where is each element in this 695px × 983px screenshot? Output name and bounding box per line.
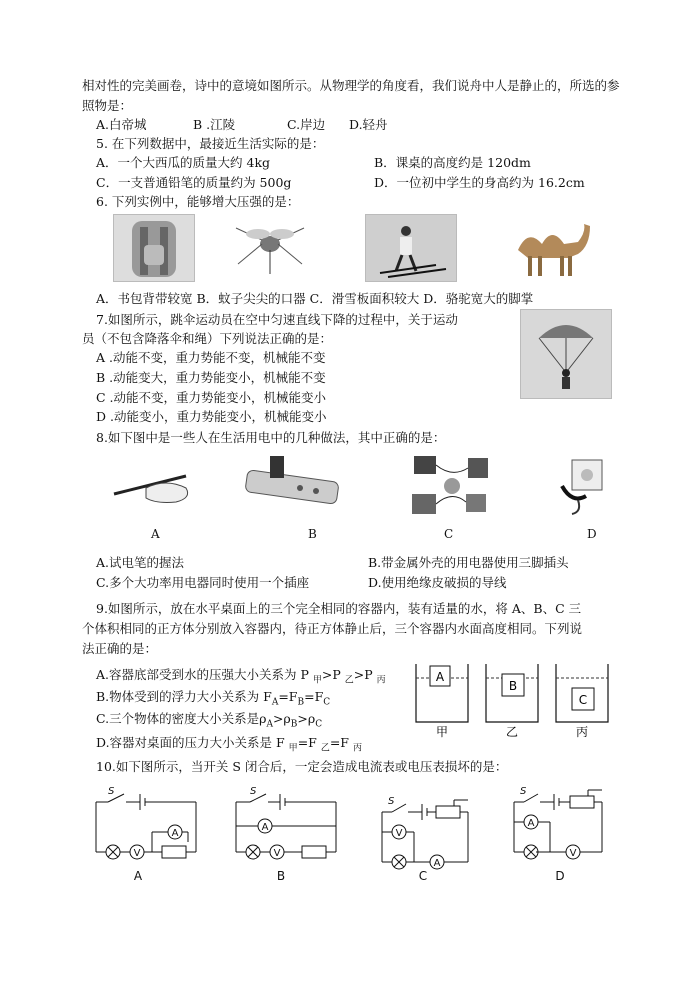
q8-option-c: C.多个大功率用电器同时使用一个插座 xyxy=(96,575,310,590)
container-bing-label: 丙 xyxy=(575,725,589,739)
q7-option-b: B .动能变大，重力势能变小，机械能不变 xyxy=(96,370,326,385)
circuit-d-voltmeter: V xyxy=(569,848,577,859)
q10-stem: 10.如下图所示，当开关 S 闭合后，一定会造成电流表或电压表损坏的是： xyxy=(96,759,508,774)
q9-line-3: 法正确的是： xyxy=(82,641,158,656)
intro-option-b: B .江陵 xyxy=(193,117,236,132)
q9-option-d: D.容器对桌面的压力大小关系是 F $_甲$=F $_乙$=F $_丙$ xyxy=(96,735,362,754)
q10-label-b: B xyxy=(276,869,286,882)
block-c-label: C xyxy=(578,693,588,707)
circuit-d-ammeter: A xyxy=(527,818,535,829)
circuit-a xyxy=(96,794,196,859)
intro-option-c: C.岸边 xyxy=(287,117,326,132)
q9-line-1: 9.如图所示，放在水平桌面上的三个完全相同的容器内，装有适量的水，将 A、B、C 三 xyxy=(96,601,582,616)
mosquito-image xyxy=(228,214,312,280)
intro-line-1: 相对性的完美画卷，诗中的意境如图所示。从物理学的角度看，我们说舟中人是静止的，所选的参 xyxy=(82,78,620,93)
q10-label-a: A xyxy=(133,869,143,882)
circuit-b-switch-label: S xyxy=(250,786,257,797)
q7-option-d: D .动能变小，重力势能变小，机械能变小 xyxy=(96,409,327,424)
skier-image xyxy=(365,214,457,282)
intro-line-2: 照物是： xyxy=(82,98,133,113)
q7-line-1: 7.如图所示，跳伞运动员在空中匀速直线下降的过程中，关于运动 xyxy=(96,312,458,327)
q6-options: A．书包背带较宽 B．蚊子尖尖的口器 C．滑雪板面积较大 D．骆驼宽大的脚掌 xyxy=(96,291,534,306)
multiple-appliances-image xyxy=(404,450,500,520)
q7-option-c: C .动能不变，重力势能变小，机械能变小 xyxy=(96,390,327,405)
q8-stem: 8.如下图中是一些人在生活用电中的几种做法，其中正确的是： xyxy=(96,430,446,445)
test-pencil-image xyxy=(106,458,202,512)
q5-stem: 5. 在下列数据中，最接近生活实际的是： xyxy=(96,136,325,151)
circuit-b-ammeter: A xyxy=(261,822,269,833)
q10-label-d: D xyxy=(555,869,565,882)
q8-option-d: D.使用绝缘皮破损的导线 xyxy=(368,575,507,590)
container-jia-label: 甲 xyxy=(435,725,449,739)
q8-option-a: A.试电笔的握法 xyxy=(96,555,185,570)
q5-option-a: A．一个大西瓜的质量大约 4kg xyxy=(96,155,271,170)
block-b-label: B xyxy=(508,679,518,693)
q8-option-b: B.带金属外壳的用电器使用三脚插头 xyxy=(368,555,569,570)
q8-label-a: A xyxy=(151,527,160,541)
circuit-c-ammeter: A xyxy=(433,858,441,869)
q10-circuits-diagram xyxy=(88,782,648,882)
q5-option-b: B．课桌的高度约是 120dm xyxy=(374,155,531,170)
backpack-image xyxy=(113,214,195,282)
q7-line-2: 员（不包含降落伞和绳）下列说法正确的是： xyxy=(82,331,333,346)
q9-option-b: B.物体受到的浮力大小关系为 $F_A=F_B=F_C$ xyxy=(96,689,331,708)
circuit-a-switch-label: S xyxy=(108,786,115,797)
circuit-b-voltmeter: V xyxy=(273,848,281,859)
block-a-label: A xyxy=(435,670,445,684)
power-strip-image xyxy=(240,452,350,514)
circuit-c-voltmeter: V xyxy=(395,828,403,839)
q9-option-a: A.容器底部受到水的压强大小关系为 P $_甲$>P $_乙$>P $_丙$ xyxy=(96,667,386,686)
camel-image xyxy=(498,214,596,280)
q9-containers-diagram xyxy=(408,660,618,740)
circuit-c-switch-label: S xyxy=(388,796,395,807)
q9-line-2: 个体积相同的正方体分别放入容器内，待正方体静止后，三个容器内水面高度相同。下列说 xyxy=(82,621,583,636)
q8-label-d: D xyxy=(587,527,597,541)
q9-option-c: C.三个物体的密度大小关系是$\rho_A>\rho_B>\rho_C$ xyxy=(96,711,323,730)
intro-option-a: A.白帝城 xyxy=(96,117,147,132)
q5-option-d: D．一位初中学生的身高约为 16.2cm xyxy=(374,175,585,190)
q6-stem: 6. 下列实例中，能够增大压强的是： xyxy=(96,194,300,209)
q8-label-c: C xyxy=(444,527,454,541)
circuit-a-ammeter: A xyxy=(171,828,179,839)
q10-label-c: C xyxy=(418,869,428,882)
q5-option-c: C．一支普通铅笔的质量约为 500g xyxy=(96,175,292,190)
circuit-b xyxy=(236,794,336,859)
container-yi-label: 乙 xyxy=(505,725,519,739)
damaged-wire-image xyxy=(552,456,608,518)
q7-option-a: A .动能不变，重力势能不变，机械能不变 xyxy=(96,350,326,365)
circuit-d-switch-label: S xyxy=(520,786,527,797)
parachute-image xyxy=(520,309,612,399)
circuit-a-voltmeter: V xyxy=(133,848,141,859)
q8-label-b: B xyxy=(308,527,317,541)
intro-option-d: D.轻舟 xyxy=(349,117,388,132)
